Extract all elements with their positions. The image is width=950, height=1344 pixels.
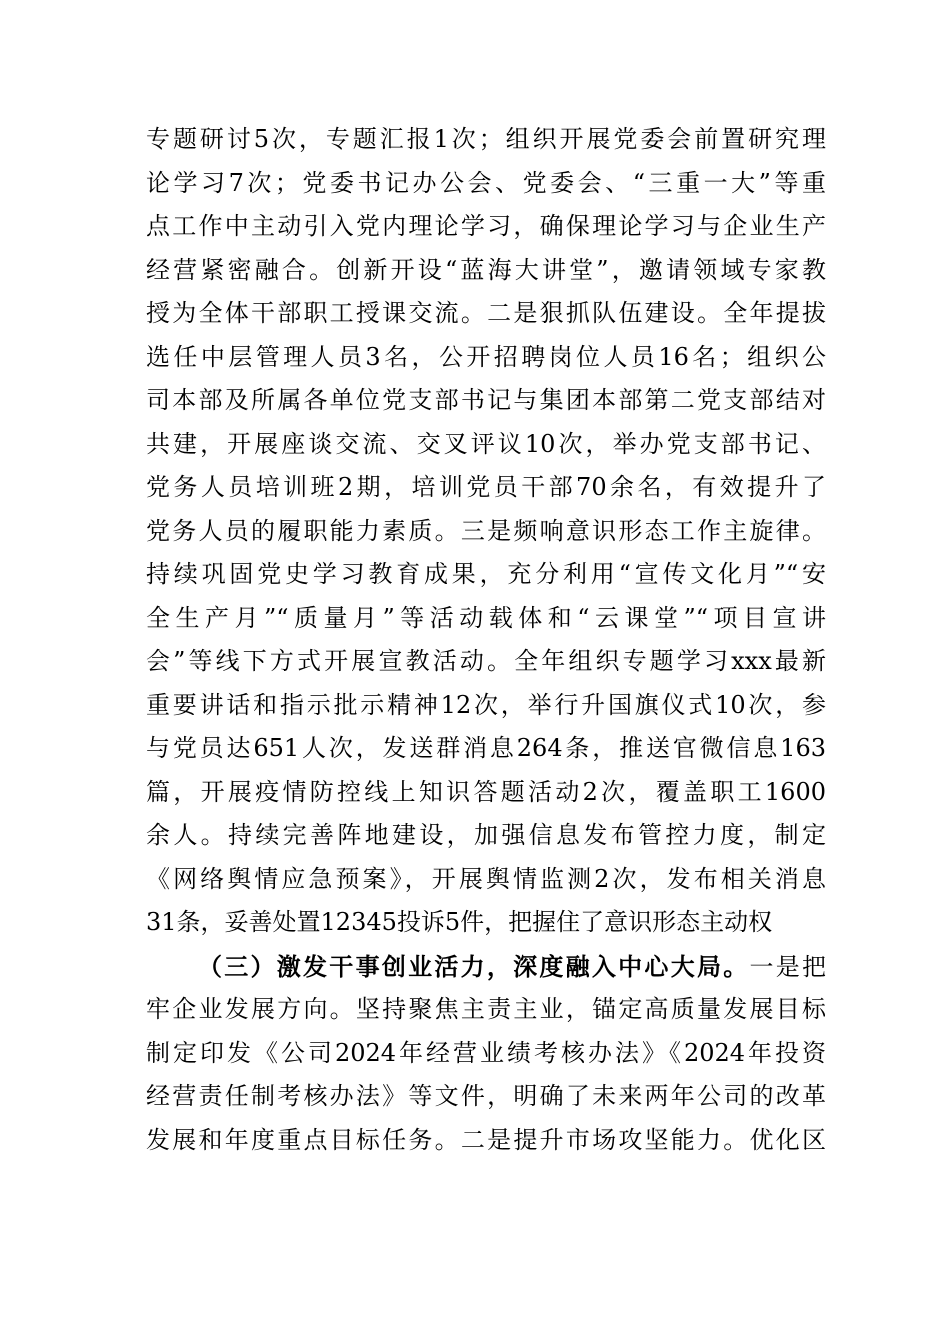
text-line: 余人。持续完善阵地建设，加强信息发布管控力度，制定 bbox=[146, 821, 826, 849]
text-line: 《网络舆情应急预案》，开展舆情监测2次，发布相关消息 bbox=[146, 864, 826, 893]
text-line: 党务人员培训班2期，培训党员干部70余名，有效提升了 bbox=[146, 473, 826, 501]
text-line: 选任中层管理人员3名，公开招聘岗位人员16名；组织公 bbox=[146, 342, 826, 371]
section-first-line-rest: 一是把 bbox=[749, 952, 827, 981]
text-line: 经营责任制考核办法》等文件，明确了未来两年公司的改革 bbox=[146, 1082, 826, 1110]
text-line: 重要讲话和指示批示精神12次，举行升国旗仪式10次，参 bbox=[146, 690, 826, 719]
text-line: 点工作中主动引入党内理论学习，确保理论学习与企业生产 bbox=[146, 212, 826, 240]
text-line: 经营紧密融合。创新开设“蓝海大讲堂”，邀请领域专家教 bbox=[146, 255, 826, 284]
text-line: 制定印发《公司2024年经营业绩考核办法》《2024年投资 bbox=[146, 1038, 826, 1067]
text-line: 31条，妥善处置12345投诉5件，把握住了意识形态主动权 bbox=[146, 908, 773, 936]
text-line: 牢企业发展方向。坚持聚焦主责主业，锚定高质量发展目标 bbox=[146, 995, 826, 1023]
text-line: 专题研讨5次，专题汇报1次；组织开展党委会前置研究理 bbox=[146, 125, 826, 153]
text-line: 论学习7次；党委书记办公会、党委会、“三重一大”等重 bbox=[146, 168, 826, 197]
text-line: 授为全体干部职工授课交流。二是狠抓队伍建设。全年提拔 bbox=[146, 299, 826, 327]
text-line: 篇，开展疫情防控线上知识答题活动2次，覆盖职工1600 bbox=[146, 777, 826, 806]
text-line: 发展和年度重点目标任务。二是提升市场攻坚能力。优化区 bbox=[146, 1125, 826, 1154]
text-line: 会”等线下方式开展宣教活动。全年组织专题学习xxx最新 bbox=[146, 647, 826, 675]
text-line: 党务人员的履职能力素质。三是频响意识形态工作主旋律。 bbox=[146, 516, 826, 545]
section-heading: （三）激发干事创业活力，深度融入中心大局。 bbox=[198, 951, 750, 981]
text-line: 共建，开展座谈交流、交叉评议10次，举办党支部书记、 bbox=[146, 429, 826, 458]
body-text bbox=[146, 118, 826, 1162]
text-line: 全生产月”“质量月”等活动载体和“云课堂”“项目宣讲 bbox=[146, 603, 826, 632]
text-line: 司本部及所属各单位党支部书记与集团本部第二党支部结对 bbox=[146, 386, 826, 414]
text-line: 与党员达651人次，发送群消息264条，推送官微信息163 bbox=[146, 734, 826, 762]
text-line: 持续巩固党史学习教育成果，充分利用“宣传文化月”“安 bbox=[146, 560, 826, 588]
section-first-line bbox=[146, 945, 826, 989]
